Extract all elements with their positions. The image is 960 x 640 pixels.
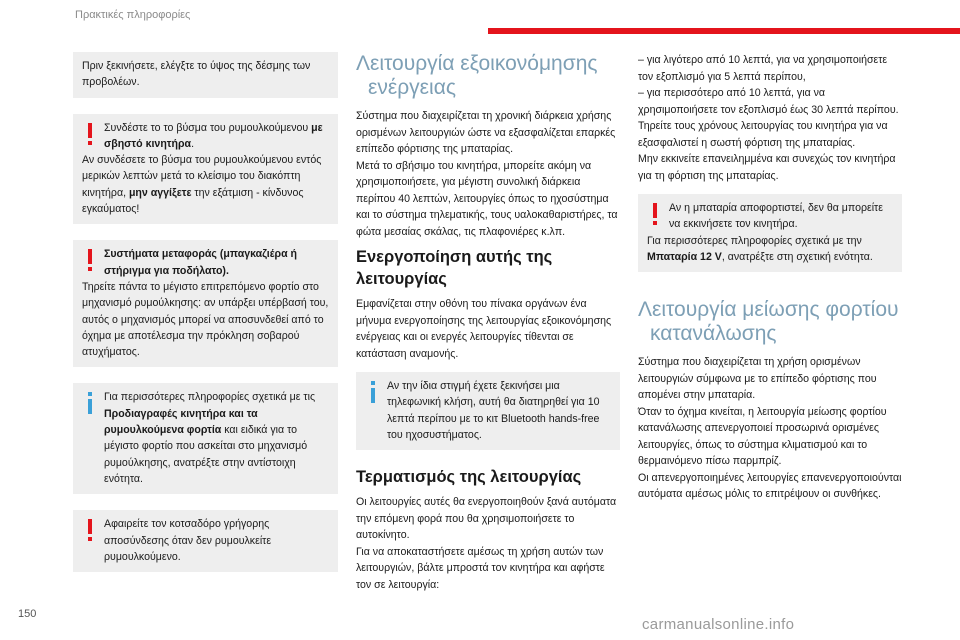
note-text: Πριν ξεκινήσετε, ελέγξτε το ύψος της δέσμης των προβολέων. bbox=[82, 60, 311, 89]
page-number: 150 bbox=[18, 608, 37, 620]
warning-text: την εξάτμιση - κίνδυνος εγκαύματος! bbox=[82, 186, 304, 216]
title-line: ενέργειας bbox=[368, 76, 456, 99]
section-title-energy-saving bbox=[356, 52, 620, 100]
warning-text: Συνδέστε το το βύσμα του ρυμουλκούμενου bbox=[104, 121, 312, 134]
subheading-termination: Τερματισμός της λειτουργίας bbox=[356, 468, 582, 487]
warning-icon bbox=[87, 519, 92, 541]
paragraph: Οι απενεργοποιημένες λειτουργίες επανενεργοποιούνται αυτόματα αμέσως μόλις το επιτρέψουν οι συνθήκες. bbox=[638, 471, 902, 501]
info-icon bbox=[87, 392, 92, 414]
warning-emphasis: Μπαταρία 12 V bbox=[647, 250, 722, 263]
paragraph: Μην εκκινείτε επανειλημμένα και συνεχώς τον κινητήρα για τη φόρτιση της μπαταρίας. bbox=[638, 153, 896, 182]
warning-heading: Συστήματα μεταφοράς (μπαγκαζιέρα ή στήριγμα για ποδήλατο). bbox=[104, 248, 297, 277]
paragraph: Όταν το όχημα κινείται, η λειτουργία μείωσης φορτίου κατανάλωσης απενεργοποιεί προσωρινά ορισμένες λειτουργίες, όπως το σύστημα κλιματισμού και το θερμαινόμενο πίσω παρμπρίζ. bbox=[638, 405, 887, 468]
paragraph: Εμφανίζεται στην οθόνη του πίνακα οργάνων ένα μήνυμα ενεργοποίησης της λειτουργίας εξοικονόμησης ενέργειας και οι ενεργές λειτουργίες τίθενται σε κατάσταση αναμονής. bbox=[356, 298, 612, 360]
warning-box-battery bbox=[638, 194, 902, 272]
subheading-activation: Ενεργοποίηση αυτής της λειτουργίας bbox=[356, 248, 553, 288]
section-header: Πρακτικές πληροφορίες bbox=[75, 9, 191, 21]
info-text: Για περισσότερες πληροφορίες σχετικά με τις bbox=[104, 391, 316, 404]
title-line: Λειτουργία μείωσης φορτίου bbox=[638, 298, 899, 322]
info-box-engine-specs bbox=[73, 383, 338, 494]
section-title-load-reduction bbox=[638, 298, 902, 346]
warning-text: Τηρείτε πάντα το μέγιστο επιτρεπόμενο φορτίο στο μηχανισμό ρυμούλκησης: αν υπάρξει υπέρβασή του, αυτός ο μηχανισμός μπορεί να αποσυνδεθεί από το όχημα με αποτέλεσμα την πρόκληση σοβαρού ατυχήματος. bbox=[82, 280, 329, 359]
warning-text: . bbox=[191, 137, 195, 150]
list-item: – για περισσότερο από 10 λεπτά, για να χρησιμοποιήσετε τον εξοπλισμό έως 30 λεπτά περίπου. bbox=[638, 87, 899, 116]
warning-icon bbox=[87, 249, 92, 271]
info-emphasis: Προδιαγραφές κινητήρα και τα ρυμουλκούμενα φορτία bbox=[104, 407, 258, 437]
warning-icon bbox=[652, 203, 657, 225]
warning-text: Για περισσότερες πληροφορίες σχετικά με την bbox=[647, 234, 862, 247]
paragraph: Σύστημα που διαχειρίζεται τη χρήση ορισμένων λειτουργιών σύμφωνα με το επίπεδο φόρτισης που απομένει στην μπαταρία. bbox=[638, 356, 877, 402]
list-item: – για λιγότερο από 10 λεπτά, για να χρησιμοποιήσετε τον εξοπλισμό για 5 λεπτά περίπου, bbox=[638, 54, 888, 83]
warning-text: Αν συνδέσετε το βύσμα του ρυμουλκούμενου εντός μερικών λεπτών μετά το κλείσιμο του διακόπτη κινητήρα, bbox=[82, 154, 322, 199]
middle-column bbox=[356, 52, 620, 593]
paragraph: Σύστημα που διαχειρίζεται τη χρονική διάρκεια χρήσης ορισμένων λειτουργιών ώστε να εξασφαλίζεται επαρκές επίπεδο φόρτισης της μπαταρίας. bbox=[356, 110, 616, 155]
paragraph: Τηρείτε τους χρόνους λειτουργίας του κινητήρα για να εξασφαλιστεί η σωστή φόρτιση της μπαταρίας. bbox=[638, 120, 888, 149]
warning-box-towing-socket bbox=[73, 114, 338, 225]
info-box-bluetooth bbox=[356, 372, 620, 450]
watermark: carmanualsonline.info bbox=[642, 616, 795, 633]
warning-box-carrier-systems bbox=[73, 240, 338, 367]
warning-text: Αφαιρείτε τον κοτσαδόρο γρήγορης αποσύνδεσης όταν δεν ρυμουλκείτε ρυμουλκούμενο. bbox=[104, 518, 272, 563]
header-accent-bar bbox=[488, 28, 960, 34]
paragraph: Οι λειτουργίες αυτές θα ενεργοποιηθούν ξανά αυτόματα την επόμενη φορά που θα χρησιμοποιήσετε το αυτοκίνητο. bbox=[356, 496, 617, 542]
paragraph: Για να αποκαταστήσετε αμέσως τη χρήση αυτών των λειτουργιών, βάλτε μπροστά τον κινητήρα και αφήστε τον σε λειτουργία: bbox=[356, 545, 605, 591]
warning-text: , ανατρέξτε στη σχετική ενότητα. bbox=[721, 250, 873, 263]
info-text: και ειδικά για το μέγιστο φορτίο που ασκείται στο μηχανισμό ρυμούλκησης, ανατρέξτε στην αντίστοιχη ενότητα. bbox=[104, 424, 308, 485]
left-column bbox=[73, 52, 338, 588]
right-column bbox=[638, 52, 902, 503]
paragraph: Μετά το σβήσιμο του κινητήρα, μπορείτε ακόμη να χρησιμοποιήσετε, για μέγιστη συνολική διάρκεια περίπου 40 λεπτών, λειτουργίες όπως το ηχοσύστημα και το σύστημα τηλεματικής, τους υαλοκαθαριστήρες, τα φώτα μεσαίας σκάλας, τις πλαφονιέρες κ.λπ. bbox=[356, 159, 618, 238]
warning-box-towbar bbox=[73, 510, 338, 572]
title-line: Λειτουργία εξοικονόμησης bbox=[356, 52, 598, 75]
warning-emphasis: με σβηστό κινητήρα bbox=[104, 121, 323, 150]
title-line: κατανάλωσης bbox=[650, 322, 777, 346]
info-icon bbox=[370, 381, 375, 403]
note-box-headlamp bbox=[73, 52, 338, 98]
warning-text: Αν η μπαταρία αποφορτιστεί, δεν θα μπορείτε να εκκινήσετε τον κινητήρα. bbox=[669, 202, 883, 231]
warning-icon bbox=[87, 123, 92, 145]
warning-emphasis: μην αγγίξετε bbox=[128, 186, 192, 199]
info-text: Αν την ίδια στιγμή έχετε ξεκινήσει μια τηλεφωνική κλήση, αυτή θα διατηρηθεί για 10 λεπτά περίπου με το κιτ Bluetooth hands-free του ηχοσυστήματος. bbox=[387, 380, 600, 441]
